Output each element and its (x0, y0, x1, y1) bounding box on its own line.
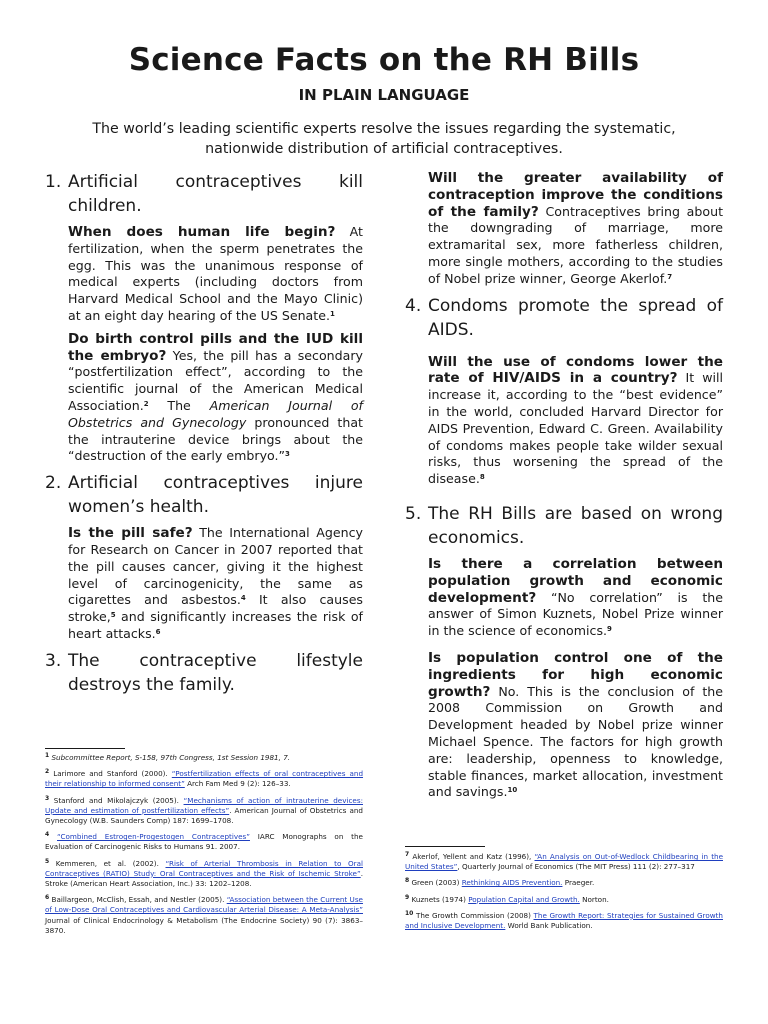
intro-text: The world’s leading scientific experts resolve the issues regarding the systematic, nationwide distribution of artificial contraceptives. (92, 121, 676, 157)
section-5-para-1: Is there a correlation between population growth and economic development? “No correlation” is the answer of Simon Kuznets, Nobel Prize winner in the science of economics.$^9$ (428, 555, 723, 639)
footnote-ref[interactable]: 8 (479, 473, 485, 482)
footnote-link[interactable]: Rethinking AIDS Prevention. (461, 878, 563, 888)
footnote: $^2$ Larimore and Stanford (2000). “Postfertilization effects of oral contraceptives and their relationship to informed consent” Arch Fam Med 9 (2): 126–33. (45, 768, 364, 789)
footnote-ref[interactable]: 1 (329, 309, 335, 318)
footnote: $^4$ “Combined Estrogen-Progestogen Contraceptives” IARC Monographs on the Evaluation of Carcinogenic Risks to Humans 91. 2007. (45, 831, 363, 852)
section-2-para-1: Is the pill safe? The International Agency for Research on Cancer in 2007 reported that the pill causes cancer, giving it the highest level of carcinogenicity, the same as cigarettes and asbestos.$^4$ It also causes stroke,$^5$ and significantly increases the risk of heart attacks.$^6$ (68, 525, 363, 641)
footnote-ref[interactable]: 3 (285, 450, 290, 459)
page-subtitle: IN PLAIN LANGUAGE (298, 86, 470, 104)
question: Is population control one of the ingredients for high economic growth? (428, 649, 723, 700)
section-heading-3: 3. The contraceptive lifestyle destroys the family. (45, 650, 363, 695)
footnotes-right (405, 852, 723, 937)
question: Do birth control pills and the IUD kill the embryo? (68, 330, 363, 364)
footnote-link[interactable]: “Risk of Arterial Thrombosis in Relation to Oral Contraceptives (RATIO) Study: Oral Contraceptives and the Risk of Ischemic Stroke” (45, 858, 363, 878)
footnote-ref[interactable]: 6 (155, 627, 161, 636)
footnote-separator-left (45, 748, 125, 749)
section-heading-1: 1. Artificial contraceptives kill children. (45, 172, 363, 216)
page-title: Science Facts on the RH Bills (128, 42, 640, 78)
footnote-ref[interactable]: 2 (143, 399, 149, 408)
footnote-ref[interactable]: 4 (240, 594, 246, 603)
section-heading-5: 5. The RH Bills are based on wrong economics. (405, 503, 723, 548)
section-5-para-2: Is population control one of the ingredients for high economic growth? No. This is the conclusion of the 2008 Commission on Growth and Development headed by Nobel prize winner Michael Spence. The factors for high growth are: leadership, openness to knowledge, stable finances, market allocation, investment and savings.$^{10}$ (428, 649, 723, 800)
footnotes-left (45, 753, 363, 942)
footnote: $^8$ Green (2003) Rethinking AIDS Prevention. Praeger. (405, 877, 595, 888)
section-1-para-2: Do birth control pills and the IUD kill the embryo? Yes, the pill has a secondary “postfertilization effect”, according to the scientific journal of the American Medical Association.$^2$ The American Journal of Obstetrics and Gynecology pronounced that the intrauterine device brings about the “destruction of the early embryo.”$^3$ (68, 330, 363, 464)
question: When does human life begin? (68, 224, 336, 240)
footnote: $^1$ Subcommittee Report, S-158, 97th Congress, 1st Session 1981, 7. (45, 752, 291, 762)
footnote-link[interactable]: “Postfertilization effects of oral contraceptives and their relationship to informed consent” (45, 769, 364, 789)
section-3-para-1: Will the greater availability of contraception improve the conditions of the family? Contraceptives bring about the downgrading of marriage, more extramarital sex, more fatherless children, more single mothers, according to the studies of Nobel prize winner, George Akerlof.$^7$ (428, 170, 724, 286)
question: Is the pill safe? (68, 525, 193, 542)
question: Will the use of condoms lower the rate of HIV/AIDS in a country? (428, 353, 723, 387)
footnote-link[interactable]: “Mechanisms of action of intrauterine devices: Update and estimation of postfertilization effects” (45, 795, 363, 815)
section-heading-4: 4. Condoms promote the spread of AIDS. (405, 295, 723, 340)
footnote: $^{10}$ The Growth Commission (2008) The Growth Report: Strategies for Sustained Growth and Inclusive Development. World Bank Publication. (405, 909, 723, 931)
section-1-para-1: When does human life begin? At fertilization, when the sperm penetrates the egg. This was the unanimous response of medical experts (including doctors from Harvard Medical School and the Mayo Clinic) at an eight day hearing of the US Senate.$^1$ (68, 224, 363, 323)
footnote-ref[interactable]: 9 (607, 625, 612, 634)
footnote-ref[interactable]: 10 (507, 786, 518, 795)
footnote: $^6$ Baillargeon, McClish, Essah, and Nestler (2005). “Association between the Current Use of Low-Dose Oral Contraceptives and Cardiovascular Arterial Disease: A Meta-Analysis” Journal of Clinical Endocrinology & Metabolism (The Endocrine Society) 90 (7): 3863–3870. (45, 894, 363, 935)
footnote: $^9$ Kuznets (1974) Population Capital and Growth. Norton. (405, 893, 609, 904)
footnote-link[interactable]: “An Analysis on Out-of-Wedlock Childbearing in the United States” (405, 852, 723, 872)
section-heading-2: 2. Artificial contraceptives injure women’s health. (45, 473, 363, 518)
footnote-link[interactable]: The Growth Report: Strategies for Sustained Growth and Inclusive Development. (405, 910, 723, 931)
left-column (45, 170, 363, 703)
footnote-link[interactable]: Population Capital and Growth. (468, 894, 580, 904)
footnote-link[interactable]: “Combined Estrogen-Progestogen Contraceptives” (57, 832, 250, 842)
question: Will the greater availability of contraception improve the conditions of the family? (428, 170, 723, 220)
section-4-para-1: Will the use of condoms lower the rate of HIV/AIDS in a country? It will increase it, according to the “best evidence” in the world, concluded Harvard Director for AIDS Prevention, Edward C. Green. Availability of condoms makes people take wilder sexual risks, thus worsening the spread of the disease.$^8$ (428, 353, 723, 487)
footnote: $^5$ Kemmeren, et al. (2002). “Risk of Arterial Thrombosis in Relation to Oral Contraceptives (RATIO) Study: Oral Contraceptives and the Risk of Ischemic Stroke”. Stroke (American Heart Association, Inc.) 33: 1202–1208. (45, 857, 363, 889)
footnote: $^7$ Akerlof, Yellent and Katz (1996), “An Analysis on Out-of-Wedlock Childbearing in the United States”, Quarterly Journal of Economics (The MIT Press) 111 (2): 277–317 (405, 851, 723, 872)
footnote: $^3$ Stanford and Mikolajczyk (2005). “Mechanisms of action of intrauterine devices: Update and estimation of postfertilization effects”. American Journal of Obstetrics and Gynecology (W.B. Saunders Comp) 187: 1699–1708. (45, 794, 363, 826)
question: Is there a correlation between population growth and economic development? (428, 555, 723, 606)
right-column (405, 170, 723, 807)
footnote-ref[interactable]: 7 (667, 272, 673, 281)
footnote-ref[interactable]: 5 (110, 611, 116, 620)
footnote-separator-right (405, 846, 485, 847)
footnote-link[interactable]: “Association between the Current Use of Low-Dose Oral Contraceptives and Cardiovascular Arterial Disease: A Meta-Analysis” (45, 895, 363, 915)
